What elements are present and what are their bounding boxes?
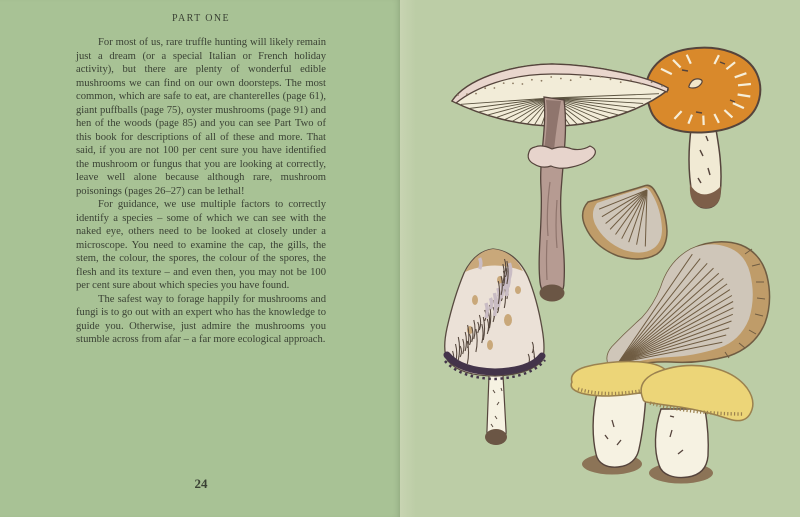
body-paragraph: The safest way to forage happily for mushrooms and fungi is to go out with an expert who has the knowledge to guide you. Otherwise, just admire the mushrooms you stumble across from afar – a far more ecological approach. (76, 293, 326, 345)
cap-speckle (610, 79, 612, 81)
cap-speckle (475, 93, 477, 95)
body-text-column (76, 36, 326, 347)
shag-highlight (490, 298, 491, 309)
page-number: 24 (194, 476, 208, 491)
cap-speckle (651, 81, 653, 83)
cap-speckle (630, 79, 632, 81)
shag-highlight (480, 258, 481, 269)
cap-speckle (541, 80, 543, 82)
cap-speckle (560, 78, 562, 80)
shag-highlight (486, 303, 487, 318)
cap-speckle (570, 79, 572, 81)
cap-speckle (600, 76, 602, 78)
cap-speckle (484, 87, 486, 89)
inkcap-stem-base (485, 429, 507, 445)
yellow-mushrooms-icon (571, 362, 753, 484)
orange-cap-mushroom-icon (646, 48, 760, 208)
right-page (400, 0, 800, 517)
cap-speckle (550, 76, 552, 78)
body-paragraph: For most of us, rare truffle hunting will likely remain just a dream (or a special Italian or French holiday activity), but there are plenty of wonderful edible mushrooms we can find on our own doorsteps. The most common, which are safe to eat, are chanterelles (page 61), giant puffballs (page 75), oyster mushrooms (page 91) and hen of the woods (page 85) and you can see Part Two of this book for descriptions of all of these and more. That said, if you are not 100 per cent sure you have identified the mushroom or fungus that you are looking at correctly, leave well alone because although rare, mushroom poisonings (pages 26–27) can be lethal! (76, 37, 326, 197)
cap-speckle (466, 93, 468, 95)
cap-speckle (512, 83, 514, 85)
cap-speckle (640, 83, 642, 85)
cap-speckle (620, 81, 622, 83)
part-one-heading: PART ONE (171, 13, 231, 24)
yellow-left-stem (593, 393, 646, 467)
parasol-ring (528, 146, 595, 168)
cap-speckle (590, 78, 592, 80)
body-paragraph: For guidance, we use multiple factors to correctly identify a species – some of which we can see with the naked eye, others need to be looked at closely under a microscope. You need to examine the cap, the gills, the stem, the colour, the spores, the colour of the spores, the flesh and its texture – and even then, you may not be 100 per cent sure about which species you have found. (76, 199, 326, 291)
oyster-mushrooms-icon (583, 185, 770, 371)
cap-speckle (503, 82, 505, 84)
cap-speckle (494, 87, 496, 89)
cap-speckle (661, 85, 663, 87)
cap-speckle (531, 79, 533, 81)
shaggy-ink-cap-icon (445, 249, 545, 445)
cap-speckle (457, 94, 459, 96)
cap-speckle (580, 76, 582, 78)
parasol-stem-base (540, 285, 565, 302)
mushroom-illustrations (400, 0, 800, 517)
cap-striation (738, 84, 751, 85)
yellow-right-stem (655, 409, 708, 478)
cap-speckle (522, 83, 524, 85)
shag-highlight (495, 293, 496, 316)
